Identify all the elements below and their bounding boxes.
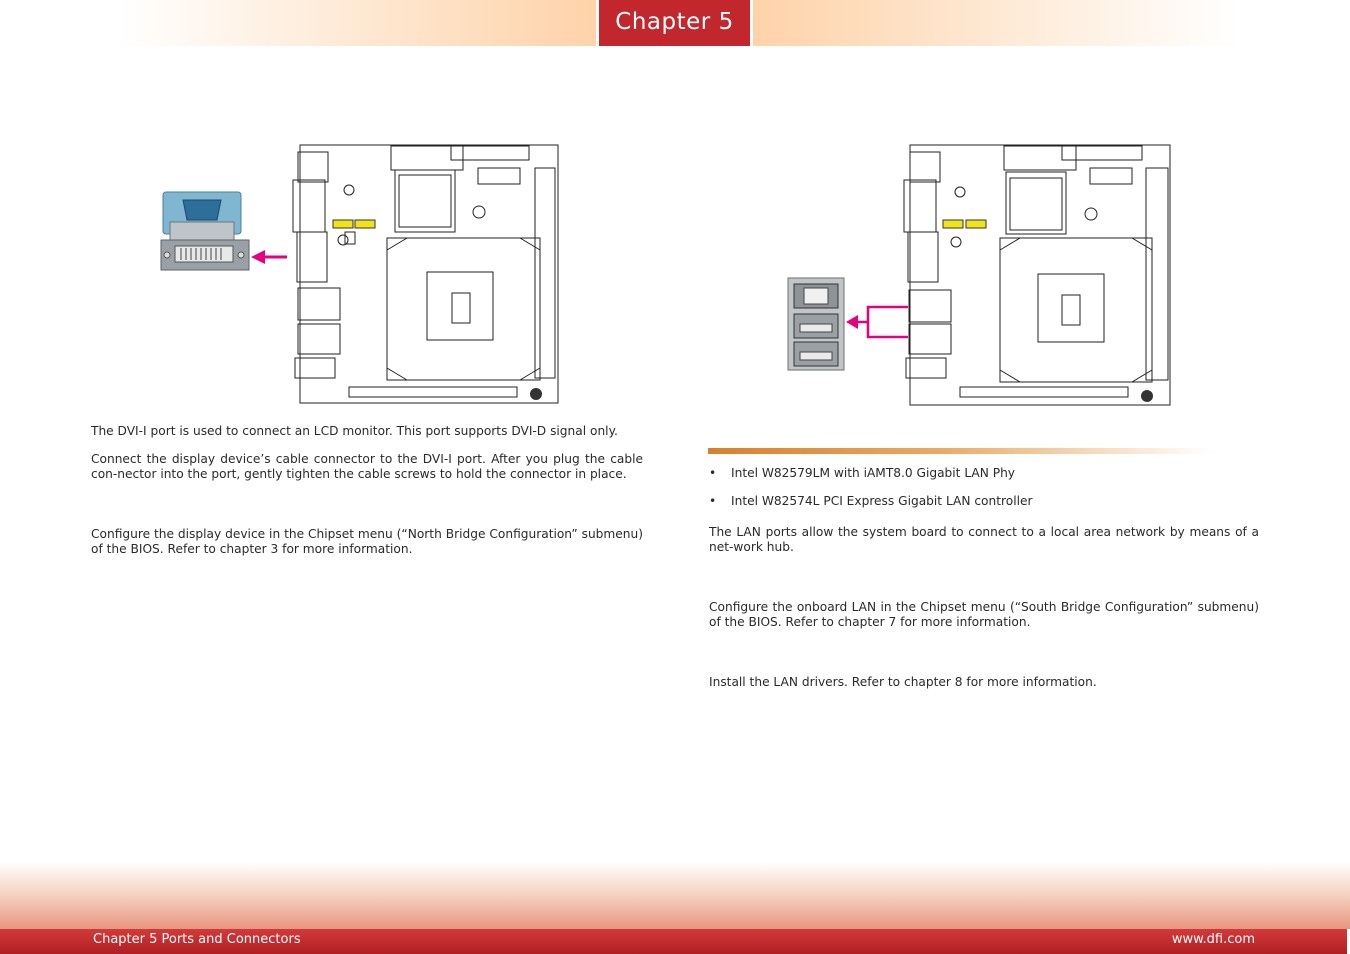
footer-band	[0, 862, 1350, 932]
footer-website: www.dfi.com	[1171, 932, 1255, 947]
dvi-bios-settings: Configure the display device in the Chipset menu (“North Bridge Configuration” submenu) of the BIOS. Refer to chapter 3 for more information.	[91, 527, 643, 556]
jumper-blocks	[333, 220, 375, 228]
dvi-connect-instructions: Connect the display device’s cable connector to the DVI-I port. After you plug the cable con-nector into the port, gently tighten the cable screws to hold the connector in place.	[91, 452, 643, 481]
header-band-left	[118, 0, 596, 46]
arrow-left-icon	[846, 307, 908, 337]
arrow-left-icon	[251, 250, 287, 264]
lan-bios-settings: Configure the onboard LAN in the Chipset menu (“South Bridge Configuration” submenu) of the BIOS. Refer to chapter 7 for more information.	[709, 600, 1259, 629]
dvi-description: The DVI-I port is used to connect an LCD monitor. This port supports DVI-D signal only.	[91, 424, 618, 438]
footer-chapter-title: Chapter 5 Ports and Connectors	[93, 932, 301, 947]
dvi-connector-icon	[161, 192, 249, 270]
header-band-right	[753, 0, 1238, 46]
motherboard-diagram	[904, 145, 1170, 405]
motherboard-diagram	[293, 145, 558, 403]
lan-board-figure	[780, 140, 1180, 410]
dvi-board-figure	[155, 140, 565, 410]
bullet-icon: •	[709, 466, 717, 480]
jumper-blocks	[943, 220, 986, 228]
bullet-icon: •	[709, 494, 717, 508]
lan-description: The LAN ports allow the system board to connect to a local area network by means of a net-work hub.	[709, 525, 1259, 554]
section-divider	[708, 448, 1210, 454]
lan-driver-instructions: Install the LAN drivers. Refer to chapter 8 for more information.	[709, 675, 1097, 689]
chapter-tab: Chapter 5	[599, 0, 750, 46]
lan-usb-connector-icon	[788, 278, 844, 370]
